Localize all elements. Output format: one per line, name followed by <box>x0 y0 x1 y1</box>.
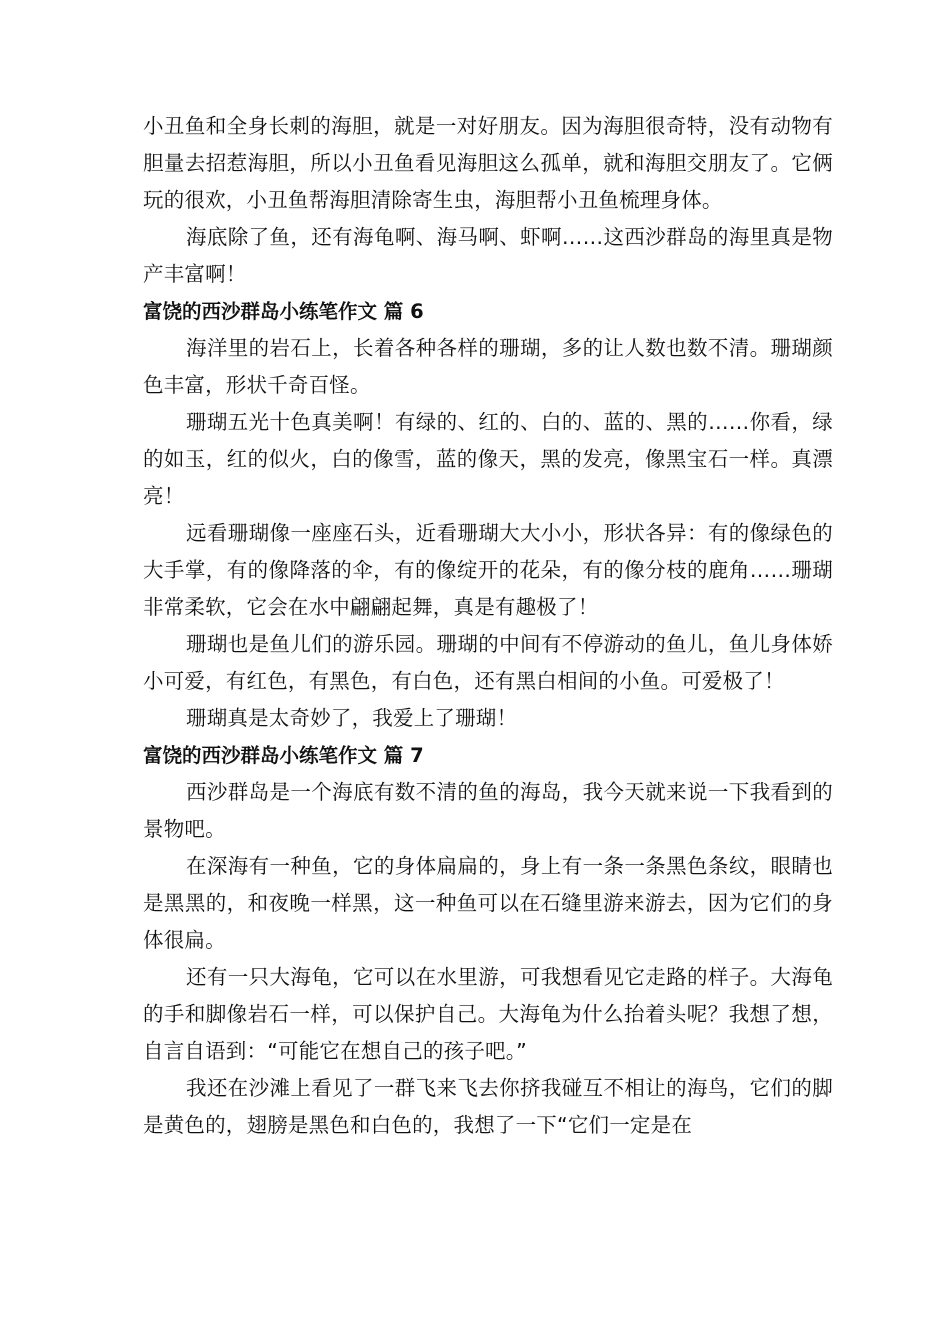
body-paragraph: 西沙群岛是一个海底有数不清的鱼的海岛，我今天就来说一下我看到的景物吧。 <box>143 780 833 841</box>
body-paragraph: 海洋里的岩石上，长着各种各样的珊瑚，多的让人数也数不清。珊瑚颜色丰富，形状千奇百怪。 <box>143 336 833 397</box>
body-paragraph: 还有一只大海龟，它可以在水里游，可我想看见它走路的样子。大海龟的手和脚像岩石一样，可以保护自己。大海龟为什么抬着头呢？我想了想，自言自语到：“可能它在想自己的孩子吧。” <box>143 965 833 1063</box>
document-page <box>143 108 833 1144</box>
body-paragraph: 远看珊瑚像一座座石头，近看珊瑚大大小小，形状各异：有的像绿色的大手掌，有的像降落的伞，有的像绽开的花朵，有的像分枝的鹿角……珊瑚非常柔软，它会在水中翩翩起舞，真是有趣极了！ <box>143 521 833 619</box>
body-paragraph: 珊瑚五光十色真美啊！有绿的、红的、白的、蓝的、黑的……你看，绿的如玉，红的似火，白的像雪，蓝的像天，黑的发亮，像黑宝石一样。真漂亮！ <box>143 410 833 508</box>
body-paragraph: 我还在沙滩上看见了一群飞来飞去你挤我碰互不相让的海鸟，它们的脚是黄色的，翅膀是黑色和白色的，我想了一下“它们一定是在 <box>143 1076 833 1137</box>
section-heading: 富饶的西沙群岛小练笔作文 篇 7 <box>143 744 424 767</box>
body-paragraph: 珊瑚真是太奇妙了，我爱上了珊瑚！ <box>186 706 518 730</box>
body-paragraph: 海底除了鱼，还有海龟啊、海马啊、虾啊……这西沙群岛的海里真是物产丰富啊！ <box>143 225 833 286</box>
section-heading: 富饶的西沙群岛小练笔作文 篇 6 <box>143 300 424 323</box>
body-paragraph: 小丑鱼和全身长刺的海胆，就是一对好朋友。因为海胆很奇特，没有动物有胆量去招惹海胆，所以小丑鱼看见海胆这么孤单，就和海胆交朋友了。它俩玩的很欢，小丑鱼帮海胆清除寄生虫，海胆帮小丑鱼梳理身体。 <box>143 114 833 212</box>
body-paragraph: 在深海有一种鱼，它的身体扁扁的，身上有一条一条黑色条纹，眼睛也是黑黑的，和夜晚一样黑，这一种鱼可以在石缝里游来游去，因为它们的身体很扁。 <box>143 854 833 952</box>
body-paragraph: 珊瑚也是鱼儿们的游乐园。珊瑚的中间有不停游动的鱼儿，鱼儿身体娇小可爱，有红色，有黑色，有白色，还有黑白相间的小鱼。可爱极了！ <box>143 632 833 693</box>
